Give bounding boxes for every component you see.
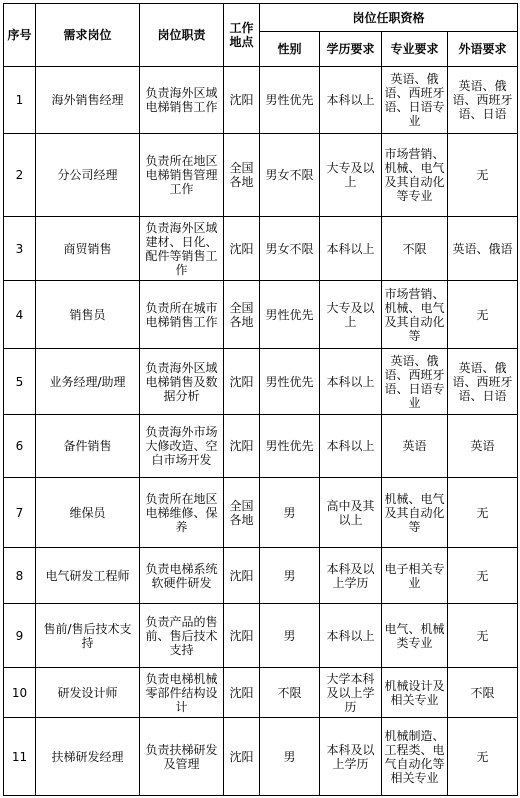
header-major: 专业要求	[382, 32, 448, 67]
cell-gender: 不限	[260, 668, 320, 718]
cell-duty: 负责扶梯研发及管理	[140, 718, 224, 796]
cell-gender: 男性优先	[260, 281, 320, 349]
cell-gender: 男女不限	[260, 217, 320, 281]
header-duty: 岗位职责	[140, 4, 224, 67]
cell-no: 11	[4, 718, 36, 796]
cell-duty: 负责海外区域电梯销售及数据分析	[140, 349, 224, 415]
cell-location: 沈阳	[224, 415, 260, 478]
cell-duty: 负责所在地区电梯销售管理工作	[140, 134, 224, 217]
cell-language: 无	[448, 718, 518, 796]
cell-location: 全国各地	[224, 478, 260, 548]
cell-location: 沈阳	[224, 604, 260, 668]
cell-duty: 负责电梯系统软硬件研发	[140, 548, 224, 604]
cell-major: 市场营销、机械、电气及其自动化等专业	[382, 134, 448, 217]
cell-location: 沈阳	[224, 548, 260, 604]
cell-no: 1	[4, 67, 36, 134]
cell-post: 分公司经理	[36, 134, 140, 217]
cell-major: 电子相关专业	[382, 548, 448, 604]
header-gender: 性别	[260, 32, 320, 67]
cell-duty: 负责所在城市电梯销售工作	[140, 281, 224, 349]
cell-education: 本科及以上学历	[320, 548, 382, 604]
cell-education: 本科以上	[320, 415, 382, 478]
cell-gender: 男女不限	[260, 134, 320, 217]
cell-education: 大学本科及以上学历	[320, 668, 382, 718]
cell-language: 不限	[448, 668, 518, 718]
cell-no: 7	[4, 478, 36, 548]
table-row	[4, 718, 518, 796]
header-no: 序号	[4, 4, 36, 67]
cell-no: 9	[4, 604, 36, 668]
cell-language: 无	[448, 478, 518, 548]
cell-major: 电气、机械类专业	[382, 604, 448, 668]
header-qualification: 岗位任职资格	[260, 4, 518, 32]
cell-language: 英语、俄语、西班牙语、日语	[448, 349, 518, 415]
table-row	[4, 415, 518, 478]
cell-location: 全国各地	[224, 281, 260, 349]
cell-location: 沈阳	[224, 718, 260, 796]
cell-post: 海外销售经理	[36, 67, 140, 134]
cell-no: 10	[4, 668, 36, 718]
cell-education: 本科及以上学历	[320, 718, 382, 796]
table-row	[4, 349, 518, 415]
cell-major: 市场营销、机械、电气及其自动化等	[382, 281, 448, 349]
cell-post: 研发设计师	[36, 668, 140, 718]
cell-duty: 负责海外区域电梯销售工作	[140, 67, 224, 134]
header-education: 学历要求	[320, 32, 382, 67]
cell-post: 电气研发工程师	[36, 548, 140, 604]
cell-no: 4	[4, 281, 36, 349]
cell-gender: 男	[260, 548, 320, 604]
table-row	[4, 478, 518, 548]
cell-duty: 负责产品的售前、售后技术支持	[140, 604, 224, 668]
cell-education: 大专及以上	[320, 281, 382, 349]
cell-no: 3	[4, 217, 36, 281]
table-row	[4, 668, 518, 718]
cell-major: 机械、电气及其自动化等	[382, 478, 448, 548]
cell-major: 英语、俄语、西班牙语、日语专业	[382, 67, 448, 134]
header-post: 需求岗位	[36, 4, 140, 67]
cell-language: 英语、俄语	[448, 217, 518, 281]
cell-location: 沈阳	[224, 217, 260, 281]
table-row	[4, 134, 518, 217]
cell-location: 沈阳	[224, 349, 260, 415]
cell-post: 维保员	[36, 478, 140, 548]
table-row	[4, 548, 518, 604]
cell-language: 无	[448, 134, 518, 217]
cell-language: 英语、俄语、西班牙语、日语	[448, 67, 518, 134]
cell-education: 大专及以上	[320, 134, 382, 217]
cell-gender: 男	[260, 718, 320, 796]
header-language: 外语要求	[448, 32, 518, 67]
cell-no: 8	[4, 548, 36, 604]
cell-location: 沈阳	[224, 67, 260, 134]
cell-duty: 负责电梯机械零部件结构设计	[140, 668, 224, 718]
header-location: 工作地点	[224, 4, 260, 67]
recruitment-table	[3, 3, 518, 796]
cell-post: 扶梯研发经理	[36, 718, 140, 796]
cell-major: 英语	[382, 415, 448, 478]
cell-post: 商贸销售	[36, 217, 140, 281]
table-row	[4, 281, 518, 349]
cell-language: 无	[448, 604, 518, 668]
cell-gender: 男性优先	[260, 349, 320, 415]
cell-gender: 男	[260, 478, 320, 548]
cell-location: 全国各地	[224, 134, 260, 217]
cell-no: 6	[4, 415, 36, 478]
cell-post: 售前/售后技术支持	[36, 604, 140, 668]
cell-no: 5	[4, 349, 36, 415]
cell-education: 本科以上	[320, 67, 382, 134]
header-row-top	[4, 4, 518, 32]
cell-language: 英语	[448, 415, 518, 478]
cell-education: 本科以上	[320, 349, 382, 415]
cell-gender: 男	[260, 604, 320, 668]
cell-education: 本科以上	[320, 604, 382, 668]
cell-education: 本科以上	[320, 217, 382, 281]
cell-post: 业务经理/助理	[36, 349, 140, 415]
cell-duty: 负责所在地区电梯维修、保养	[140, 478, 224, 548]
cell-gender: 男性优先	[260, 415, 320, 478]
cell-no: 2	[4, 134, 36, 217]
cell-major: 机械设计及相关专业	[382, 668, 448, 718]
table-row	[4, 604, 518, 668]
cell-post: 备件销售	[36, 415, 140, 478]
cell-post: 销售员	[36, 281, 140, 349]
cell-gender: 男性优先	[260, 67, 320, 134]
cell-location: 沈阳	[224, 668, 260, 718]
table-row	[4, 67, 518, 134]
cell-language: 无	[448, 548, 518, 604]
cell-language: 无	[448, 281, 518, 349]
cell-major: 英语、俄语、西班牙语、日语专业	[382, 349, 448, 415]
cell-major: 不限	[382, 217, 448, 281]
table-row	[4, 217, 518, 281]
cell-duty: 负责海外市场大修改造、空白市场开发	[140, 415, 224, 478]
cell-duty: 负责海外区域建材、日化、配件等销售工作	[140, 217, 224, 281]
cell-major: 机械制造、工程类、电气自动化等相关专业	[382, 718, 448, 796]
cell-education: 高中及其以上	[320, 478, 382, 548]
